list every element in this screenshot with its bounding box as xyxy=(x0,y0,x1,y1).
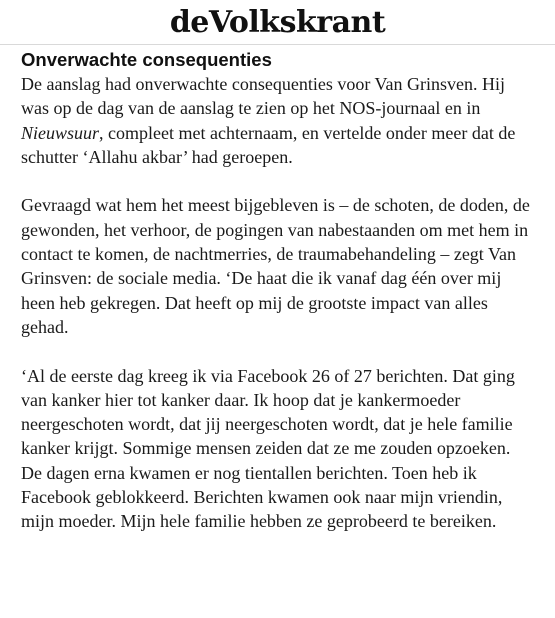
program-name-emphasis: Nieuwsuur xyxy=(21,122,100,143)
article-paragraph-1 xyxy=(21,72,534,169)
paragraph-1-text-end: , compleet met achternaam, en vertelde onder meer dat de schutter ‘Allahu akbar’ had geroepen. xyxy=(21,122,516,167)
article-body xyxy=(0,45,555,534)
masthead xyxy=(0,0,555,45)
volkskrant-logo[interactable]: deVolkskrant xyxy=(169,5,386,40)
article-paragraph-3: ‘Al de eerste dag kreeg ik via Facebook 26 of 27 berichten. Dat ging van kanker hier tot kanker daar. Ik hoop dat je kankermoeder neergeschoten wordt, dat jij neergeschoten wordt, dat je hele familie kanker krijgt. Sommige mensen zeiden dat ze me zouden opzoeken. De dagen erna kwamen er nog tientallen berichten. Toen heb ik Facebook geblokkeerd. Berichten kwamen ook naar mijn vriendin, mijn moeder. Mijn hele familie hebben ze geprobeerd te bereiken. xyxy=(21,365,515,532)
article-paragraph-2: Gevraagd wat hem het meest bijgebleven is – de schoten, de doden, de gewonden, het verhoor, de pogingen van nabestaanden om met hem in contact te komen, de nachtmerries, de traumabehandeling – zegt Van Grinsven: de sociale media. ‘De haat die ik vanaf dag één over mij heen heb gekregen. Dat heeft op mij de grootste impact van alles gehad. xyxy=(21,195,530,337)
section-heading: Onverwachte consequenties xyxy=(21,49,272,70)
paragraph-1-text-start: De aanslag had onverwachte consequenties voor Van Grinsven. Hij was op de dag van de aanslag te zien op het NOS-journaal en in xyxy=(21,74,506,119)
